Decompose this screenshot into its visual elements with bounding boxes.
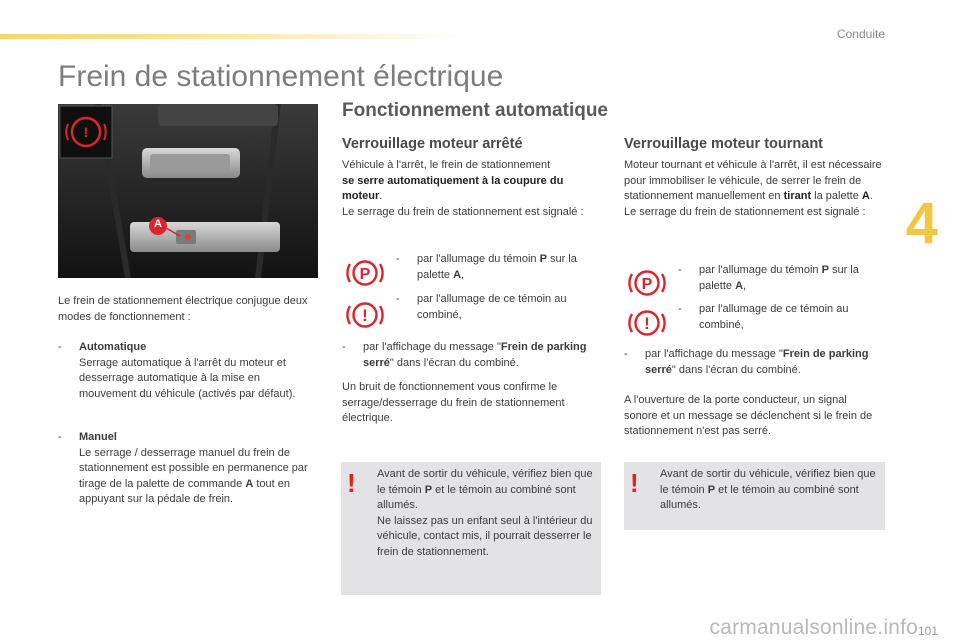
text: Avant de sortir du véhicule, vérifiez bien que le témoin — [660, 468, 876, 496]
bold-text: A — [453, 268, 462, 281]
watermark: carmanualsonline.info — [709, 616, 918, 639]
warning-exclamation-icon: ! — [347, 468, 356, 498]
page-number: 101 — [917, 624, 938, 638]
page-title: Frein de stationnement électrique — [58, 60, 504, 93]
text: et le témoin au combiné sont allumés. — [660, 483, 859, 511]
bold-text: A — [735, 279, 744, 292]
bold-text: Frein de parking serré — [645, 348, 869, 376]
bold-text: Frein de parking serré — [363, 341, 587, 369]
col2-item-1: - par l'allumage du témoin P sur la palette A, — [678, 264, 859, 292]
warning-exclamation-icon: ! — [630, 468, 639, 498]
warning-text — [377, 467, 597, 560]
svg-text:!: ! — [362, 306, 368, 325]
col2-heading: Verrouillage moteur tournant — [624, 136, 823, 152]
text: " dans l'écran du combiné. — [671, 363, 801, 376]
bold-text: A — [861, 190, 870, 202]
text: la palette — [811, 190, 862, 202]
list-dash: - — [58, 431, 62, 443]
text: Moteur tournant et véhicule à l'arrêt, il est nécessaire pour immobiliser le véhicule, de serrer le frein de stationnement manuellement en — [624, 159, 882, 202]
col2-item-2: - par l'allumage de ce témoin au combiné, — [678, 302, 883, 333]
text: Ne laissez pas un enfant seul à l'intérieur du véhicule, contact mis, il pourrait desserrer le frein de stationnement. — [377, 514, 593, 558]
callout-label-a: A — [154, 218, 162, 230]
text: et le témoin au combiné sont allumés. — [377, 483, 576, 511]
mode-automatic — [58, 340, 320, 402]
text: " dans l'écran du combiné. — [389, 356, 519, 369]
col2-paragraph-1 — [624, 158, 882, 220]
chapter-number: 4 — [905, 191, 938, 256]
intro-text: Le frein de stationnement électrique conjugue deux modes de fonctionnement : — [58, 295, 308, 323]
text: sur la palette — [417, 253, 577, 281]
col2-warning-box — [624, 462, 885, 530]
col1-heading: Verrouillage moteur arrêté — [342, 136, 523, 152]
col1-warning-box — [341, 462, 601, 595]
col1-paragraph-3: Un bruit de fonctionnement vous confirme le serrage/desserrage du frein de stationnement électrique. — [342, 381, 565, 424]
text: Avant de sortir du véhicule, vérifiez bien que le témoin — [377, 468, 593, 496]
mode-title: Automatique — [79, 341, 147, 353]
mode-text: Serrage automatique à l'arrêt du moteur et desserrage automatique à la mise en mouvement du véhicule (activés par défaut). — [79, 356, 296, 400]
svg-text:P: P — [359, 266, 371, 283]
col2-paragraph-3: A l'ouverture de la porte conducteur, un signal sonore et un message se déclenchent si le frein de stationnement n'est pas serré. — [624, 394, 873, 437]
brake-warning-exclamation-icon — [624, 306, 670, 345]
text: Le serrage du frein de stationnement est signalé : — [342, 205, 584, 218]
bold-text: se serre automatiquement à la coupure du moteur — [342, 174, 564, 202]
text: par l'affichage du message " — [363, 341, 501, 353]
text: sur la palette — [699, 264, 859, 292]
mode-text: Le serrage / desserrage manuel du frein de stationnement est possible en permanence par tirage de la palette de commande — [79, 446, 308, 490]
section-name: Conduite — [836, 27, 885, 41]
col1-paragraph-1 — [342, 158, 597, 220]
parking-brake-p-icon — [342, 256, 388, 295]
svg-text:P: P — [641, 276, 653, 293]
mode-text-end: tout en appuyant sur la pédale de frein. — [79, 477, 290, 505]
text: Véhicule à l'arrêt, le frein de stationnement — [342, 159, 551, 171]
console-photo — [58, 104, 318, 278]
brake-warning-exclamation-icon — [342, 298, 388, 337]
warning-text — [660, 467, 882, 514]
text: par l'allumage du témoin — [699, 264, 822, 276]
console-illustration — [58, 104, 318, 278]
text: par l'allumage de ce témoin au combiné, — [699, 303, 849, 331]
col1-item-3: - par l'affichage du message "Frein de parking serré" dans l'écran du combiné. — [342, 341, 587, 369]
col1-item-1: - par l'allumage du témoin P sur la palette A, — [396, 253, 577, 281]
text: par l'allumage du témoin — [417, 253, 540, 265]
text: . — [869, 190, 873, 202]
text: . — [379, 190, 383, 202]
col1-item-2: - par l'allumage de ce témoin au combiné, — [396, 292, 601, 323]
header-accent-bar — [0, 34, 460, 39]
mode-bold-letter: A — [245, 477, 254, 490]
main-heading: Fonctionnement automatique — [342, 100, 608, 121]
text: par l'affichage du message " — [645, 348, 783, 360]
text: , — [743, 279, 747, 292]
text: Le serrage du frein de stationnement est signalé : — [624, 205, 866, 218]
text: par l'allumage de ce témoin au combiné, — [417, 293, 567, 321]
parking-brake-p-icon — [624, 266, 670, 305]
svg-text:!: ! — [83, 124, 89, 140]
bold-text: P — [707, 483, 716, 496]
mode-manual — [58, 430, 320, 508]
col2-item-3: - par l'affichage du message "Frein de parking serré" dans l'écran du combiné. — [624, 348, 869, 376]
mode-title: Manuel — [79, 431, 117, 443]
list-dash: - — [58, 341, 62, 353]
bold-text: P — [539, 253, 547, 265]
bold-text: tirant — [783, 190, 812, 202]
svg-text:!: ! — [644, 314, 650, 333]
text: , — [461, 268, 465, 281]
bold-text: P — [821, 264, 829, 276]
bold-text: P — [424, 483, 433, 496]
